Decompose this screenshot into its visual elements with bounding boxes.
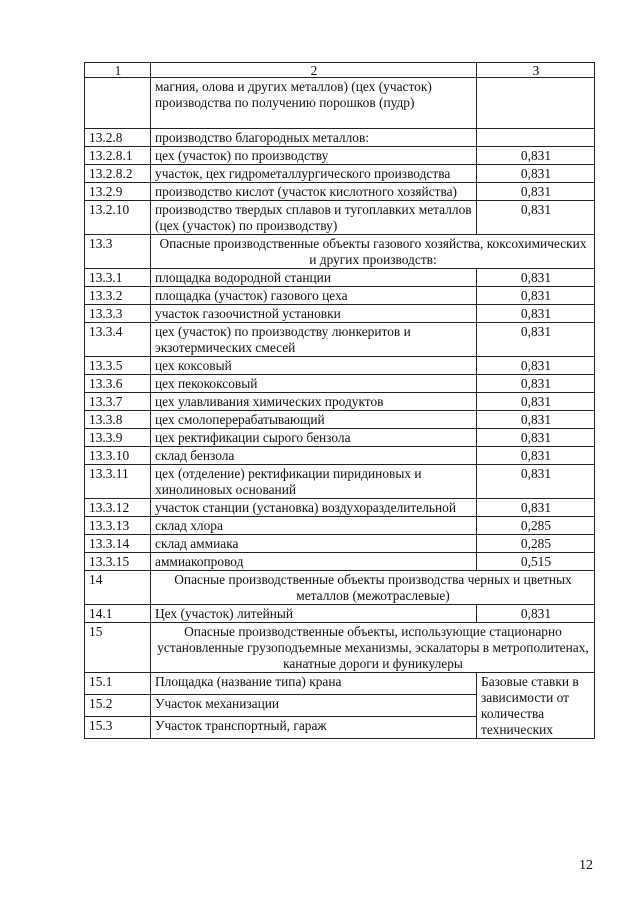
row-value: 0,285 [477,517,595,535]
row-text: склад аммиака [151,535,477,553]
row-value: 0,831 [477,357,595,375]
row-number: 13.2.9 [85,183,151,201]
row-text: цех смолоперерабатывающий [151,411,477,429]
row-text: участок, цех гидрометаллургического производства [151,165,477,183]
row-text: Участок транспортный, гараж [151,717,477,739]
table-row [85,357,595,375]
row-text: магния, олова и других металлов) (цех (участок) производства по получению порошков (пудр) [151,78,477,129]
row-text: цех (участок) по производству [151,147,477,165]
row-text: участок газоочистной установки [151,305,477,323]
header-col-3: 3 [477,63,595,78]
row-value: 0,831 [477,411,595,429]
row-number: 15.1 [85,673,151,695]
row-number: 15.2 [85,695,151,717]
row-number: 13.3.6 [85,375,151,393]
row-text: цех ректификации сырого бензола [151,429,477,447]
row-text: цех коксовый [151,357,477,375]
row-number: 13.3.4 [85,323,151,357]
table-row [85,553,595,571]
section-number: 13.3 [85,235,151,269]
section-row [85,623,595,673]
section-number: 14 [85,571,151,605]
row-number: 13.2.8.1 [85,147,151,165]
row-number: 13.3.15 [85,553,151,571]
row-number: 15.3 [85,717,151,739]
row-text: цех (отделение) ректификации пиридиновых и хинолиновых оснований [151,465,477,499]
table-row [85,465,595,499]
row-text: производство твердых сплавов и тугоплавких металлов (цех (участок) по производству) [151,201,477,235]
row-number: 13.3.14 [85,535,151,553]
row-number: 13.3.5 [85,357,151,375]
table-row [85,447,595,465]
row-text: площадка (участок) газового цеха [151,287,477,305]
row-number: 13.2.10 [85,201,151,235]
row-value: 0,831 [477,499,595,517]
merged-value-cell: Базовые ставки в зависимости от количества технических [477,673,595,739]
row-value [477,129,595,147]
row-value: 0,831 [477,429,595,447]
row-value: 0,831 [477,147,595,165]
table-row [85,411,595,429]
row-text: участок станции (установка) воздухоразделительной [151,499,477,517]
table-row [85,375,595,393]
row-value: 0,831 [477,323,595,357]
table-row [85,147,595,165]
section-number: 15 [85,623,151,673]
table-row [85,499,595,517]
section-title: Опасные производственные объекты газового хозяйства, коксохимических и других производств: [151,235,595,269]
table-row [85,287,595,305]
table-row [85,393,595,411]
row-number: 13.3.11 [85,465,151,499]
row-number: 13.3.3 [85,305,151,323]
row-text: склад бензола [151,447,477,465]
row-value: 0,831 [477,447,595,465]
page-number: 12 [579,858,593,873]
table-row [85,517,595,535]
row-text: производство кислот (участок кислотного хозяйства) [151,183,477,201]
section-row [85,235,595,269]
row-number: 13.3.13 [85,517,151,535]
row-value: 0,831 [477,605,595,623]
table-row [85,269,595,287]
table-row [85,165,595,183]
section-row [85,571,595,605]
table-row [85,323,595,357]
row-text: Площадка (название типа) крана [151,673,477,695]
row-text: Участок механизации [151,695,477,717]
row-value: 0,831 [477,165,595,183]
table-header-row [85,63,595,78]
table-row [85,129,595,147]
row-value: 0,831 [477,465,595,499]
row-number: 13.3.12 [85,499,151,517]
row-value: 0,285 [477,535,595,553]
row-text: аммиакопровод [151,553,477,571]
row-number: 13.3.9 [85,429,151,447]
table-row [85,429,595,447]
header-col-1: 1 [85,63,151,78]
row-value: 0,831 [477,375,595,393]
row-text: площадка водородной станции [151,269,477,287]
row-text: производство благородных металлов: [151,129,477,147]
table-row [85,78,595,129]
row-value: 0,831 [477,183,595,201]
row-number: 13.2.8 [85,129,151,147]
row-value: 0,831 [477,269,595,287]
row-value [477,78,595,129]
row-value: 0,831 [477,393,595,411]
row-number: 13.2.8.2 [85,165,151,183]
row-text: цех улавливания химических продуктов [151,393,477,411]
table-row [85,673,595,695]
header-col-2: 2 [151,63,477,78]
row-value: 0,515 [477,553,595,571]
table-row [85,183,595,201]
row-text: Цех (участок) литейный [151,605,477,623]
table-row [85,201,595,235]
row-number: 13.3.8 [85,411,151,429]
row-value: 0,831 [477,201,595,235]
row-number: 13.3.7 [85,393,151,411]
rates-table [84,62,595,739]
row-value: 0,831 [477,287,595,305]
row-number: 13.3.1 [85,269,151,287]
section-title: Опасные производственные объекты, использующие стационарно установленные грузоподъемные механизмы, эскалаторы в метрополитенах, канатные дороги и фуникулеры [151,623,595,673]
table-row [85,605,595,623]
row-number: 13.3.10 [85,447,151,465]
table-row [85,535,595,553]
row-value: 0,831 [477,305,595,323]
section-title: Опасные производственные объекты производства черных и цветных металлов (межотраслевые) [151,571,595,605]
row-text: склад хлора [151,517,477,535]
row-number: 14.1 [85,605,151,623]
row-number: 13.3.2 [85,287,151,305]
row-text: цех (участок) по производству люнкеритов и экзотермических смесей [151,323,477,357]
row-text: цех пекококсовый [151,375,477,393]
row-number [85,78,151,129]
table-row [85,305,595,323]
